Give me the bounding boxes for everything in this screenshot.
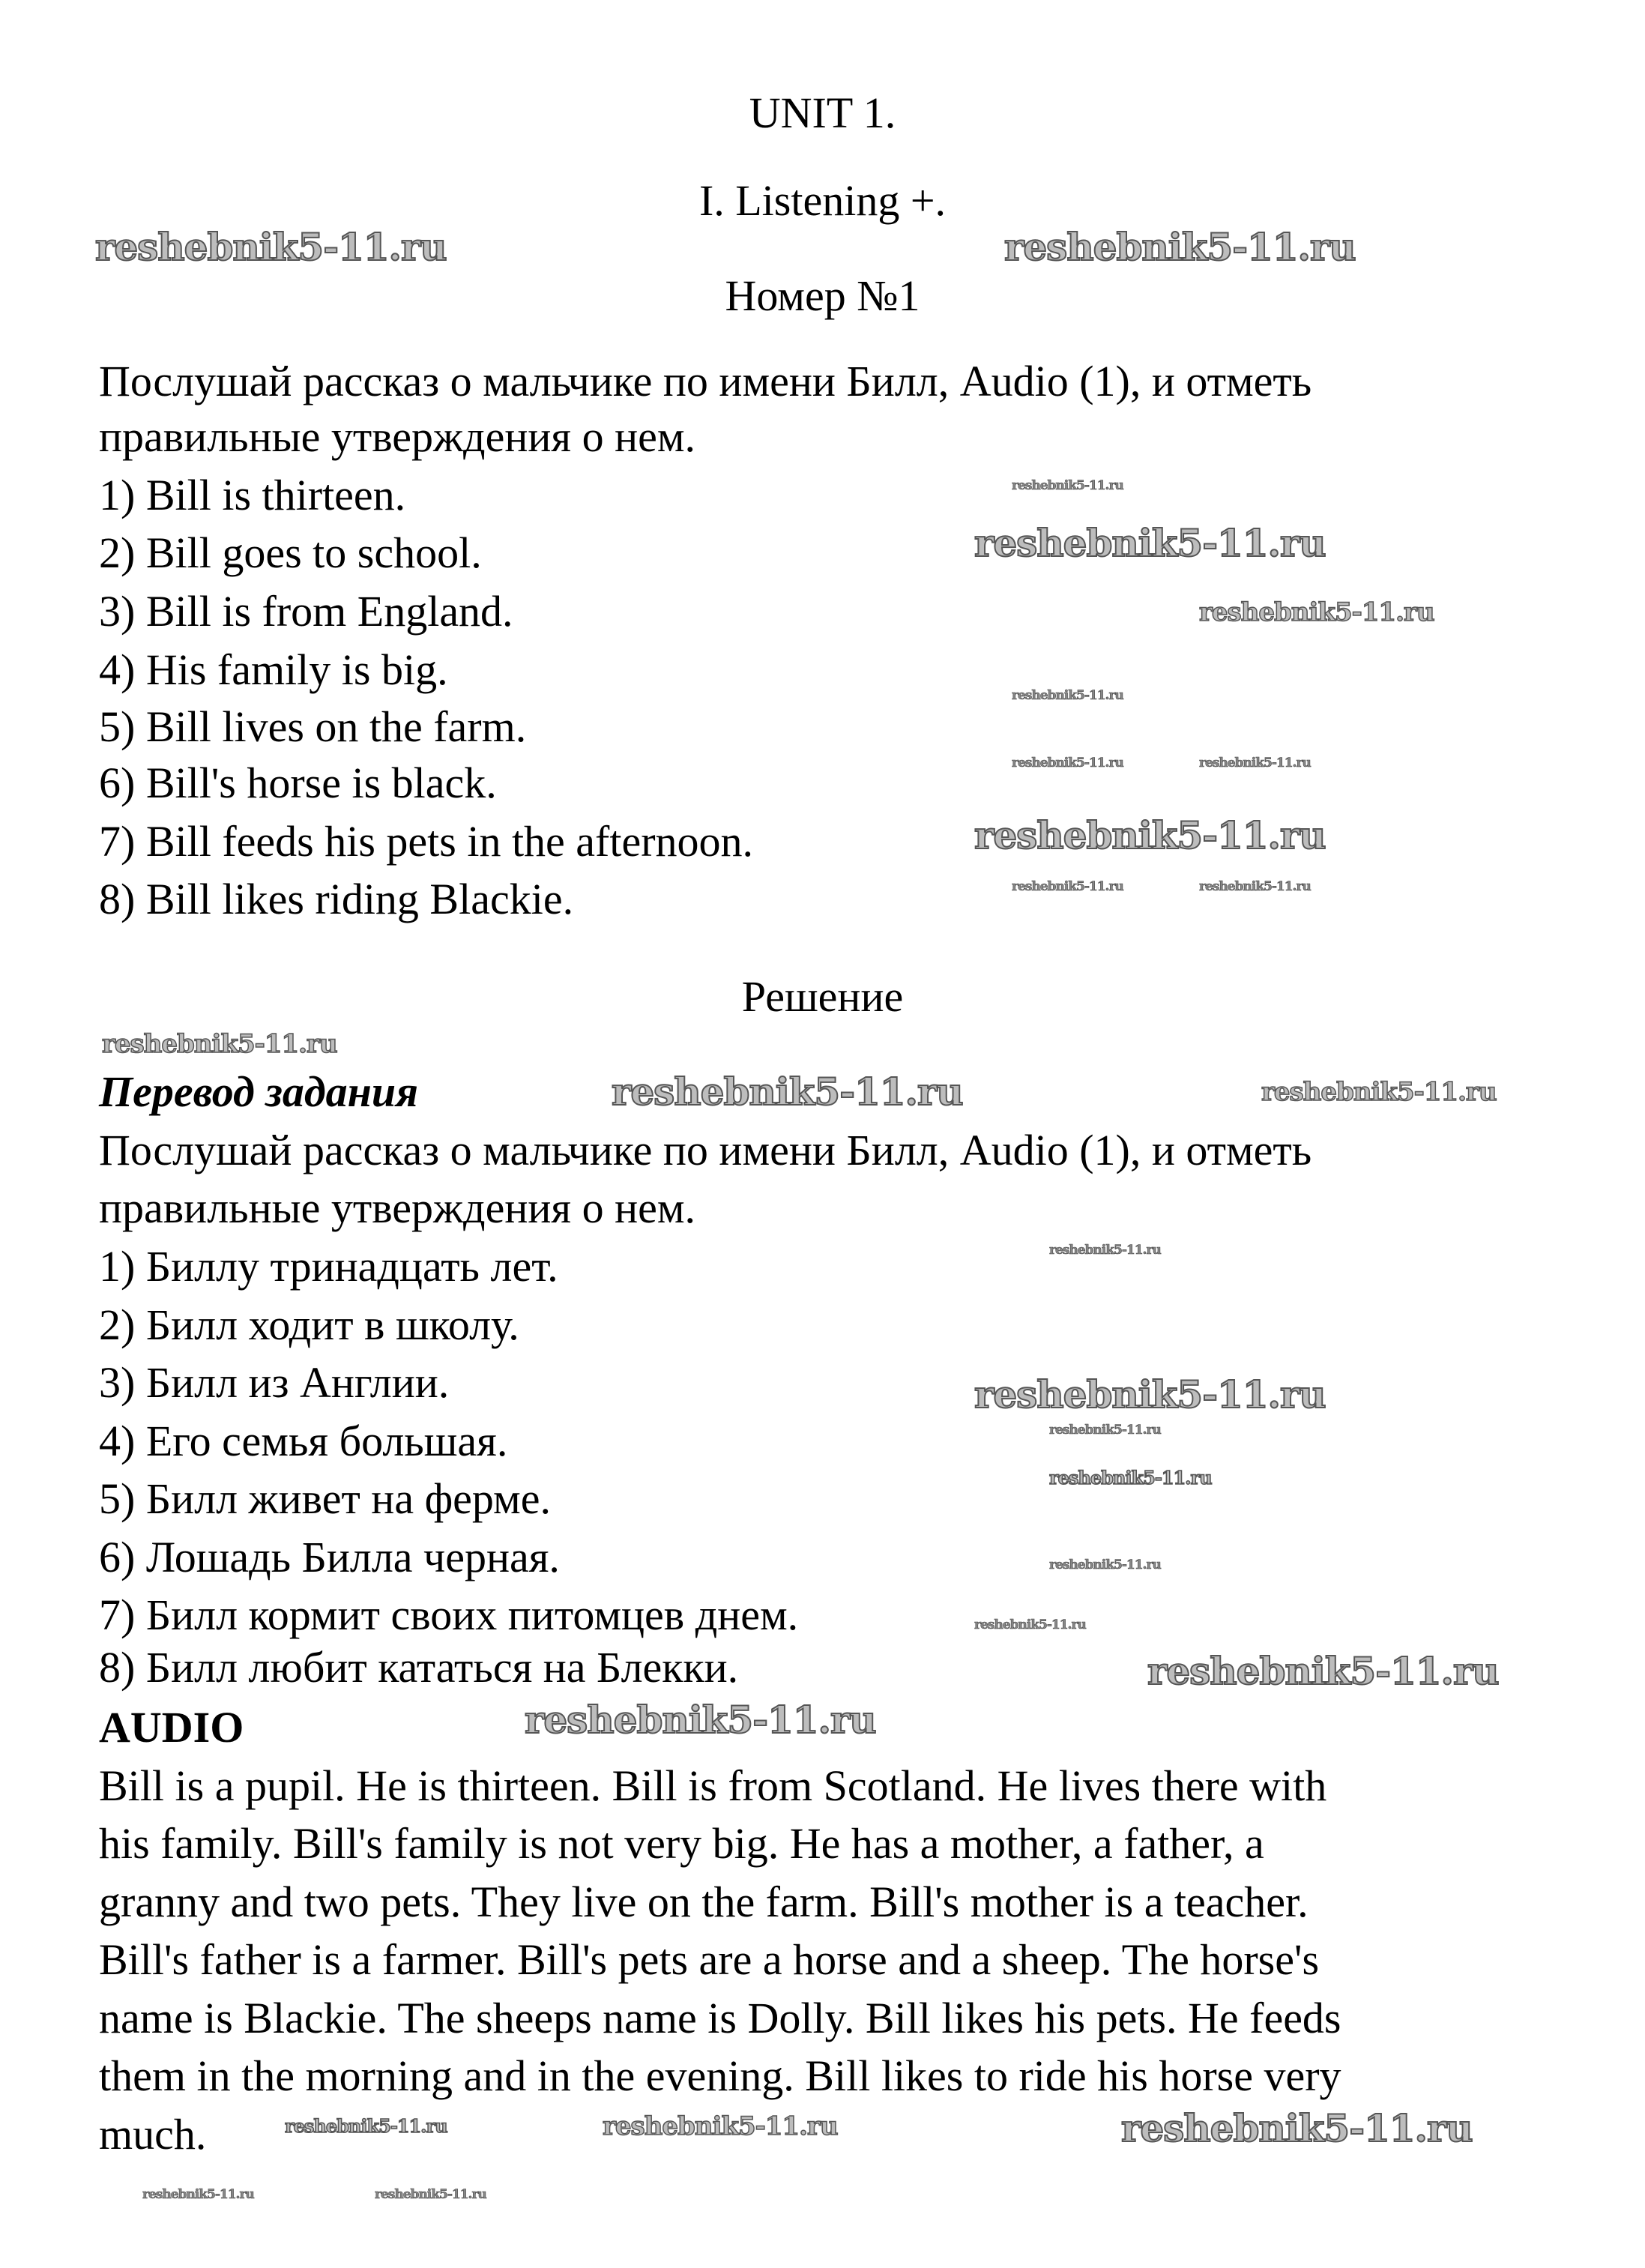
audio-text: much. [99, 2110, 207, 2159]
watermark: reshebnik5-11.ru [1004, 225, 1356, 269]
section-title: I. Listening +. [698, 176, 947, 225]
watermark: reshebnik5-11.ru [974, 521, 1326, 565]
watermark: reshebnik5-11.ru [1199, 756, 1311, 770]
task-item: 5) Bill lives on the farm. [99, 702, 527, 751]
unit-title: UNIT 1. [749, 88, 896, 137]
watermark: reshebnik5-11.ru [603, 2111, 838, 2141]
watermark: reshebnik5-11.ru [1012, 478, 1123, 493]
watermark: reshebnik5-11.ru [1012, 688, 1123, 703]
watermark: reshebnik5-11.ru [1261, 1077, 1497, 1107]
translation-text: Послушай рассказ о мальчике по имени Билл, Audio (1), и отметь [99, 1126, 1312, 1174]
audio-text: Bill's father is a farmer. Bill's pets are a horse and a sheep. The horse's [99, 1935, 1320, 1984]
translation-item: 8) Билл любит кататься на Блекки. [99, 1643, 739, 1692]
watermark: reshebnik5-11.ru [285, 2115, 447, 2137]
translation-heading: Перевод задания [99, 1067, 418, 1116]
translation-text: правильные утверждения о нем. [99, 1183, 696, 1232]
watermark: reshebnik5-11.ru [375, 2187, 486, 2202]
task-text: Послушай рассказ о мальчике по имени Билл, Audio (1), и отметь [99, 357, 1312, 405]
watermark: reshebnik5-11.ru [974, 813, 1326, 857]
translation-item: 3) Билл из Англии. [99, 1358, 450, 1407]
watermark: reshebnik5-11.ru [1147, 1649, 1499, 1693]
watermark: reshebnik5-11.ru [1049, 1557, 1161, 1572]
translation-item: 7) Билл кормит своих питомцев днем. [99, 1590, 799, 1639]
task-item: 7) Bill feeds his pets in the afternoon. [99, 817, 754, 866]
translation-item: 6) Лошадь Билла черная. [99, 1533, 560, 1581]
audio-text: them in the morning and in the evening. Bill likes to ride his horse very [99, 2051, 1341, 2100]
watermark: reshebnik5-11.ru [102, 1029, 337, 1059]
solution-heading: Решение [741, 972, 904, 1021]
watermark: reshebnik5-11.ru [142, 2187, 254, 2202]
watermark: reshebnik5-11.ru [525, 1698, 876, 1742]
task-item: 1) Bill is thirteen. [99, 471, 406, 519]
watermark: reshebnik5-11.ru [1049, 1423, 1161, 1438]
task-item: 3) Bill is from England. [99, 587, 513, 636]
audio-text: Bill is a pupil. He is thirteen. Bill is from Scotland. He lives there with [99, 1761, 1327, 1810]
watermark: reshebnik5-11.ru [95, 225, 447, 269]
audio-text: his family. Bill's family is not very big. He has a mother, a father, a [99, 1819, 1264, 1868]
task-item: 8) Bill likes riding Blackie. [99, 875, 574, 923]
translation-item: 1) Биллу тринадцать лет. [99, 1242, 558, 1291]
exercise-number: Номер №1 [725, 271, 920, 320]
translation-item: 4) Его семья большая. [99, 1417, 508, 1465]
task-item: 2) Bill goes to school. [99, 528, 482, 577]
audio-text: granny and two pets. They live on the farm. Bill's mother is a teacher. [99, 1878, 1309, 1926]
audio-heading: AUDIO [99, 1703, 244, 1752]
watermark: reshebnik5-11.ru [1121, 2106, 1473, 2150]
watermark: reshebnik5-11.ru [1049, 1467, 1212, 1489]
watermark: reshebnik5-11.ru [1199, 879, 1311, 894]
translation-item: 2) Билл ходит в школу. [99, 1300, 519, 1349]
watermark: reshebnik5-11.ru [612, 1070, 963, 1114]
audio-text: name is Blackie. The sheeps name is Dolly. Bill likes his pets. He feeds [99, 1994, 1341, 2042]
watermark: reshebnik5-11.ru [1049, 1243, 1161, 1258]
task-item: 6) Bill's horse is black. [99, 758, 497, 807]
watermark: reshebnik5-11.ru [1012, 879, 1123, 894]
translation-item: 5) Билл живет на ферме. [99, 1474, 551, 1523]
task-text: правильные утверждения о нем. [99, 412, 696, 461]
task-item: 4) His family is big. [99, 645, 448, 694]
watermark: reshebnik5-11.ru [1012, 756, 1123, 770]
watermark: reshebnik5-11.ru [974, 1617, 1086, 1632]
watermark: reshebnik5-11.ru [1199, 597, 1434, 627]
watermark: reshebnik5-11.ru [974, 1372, 1326, 1417]
